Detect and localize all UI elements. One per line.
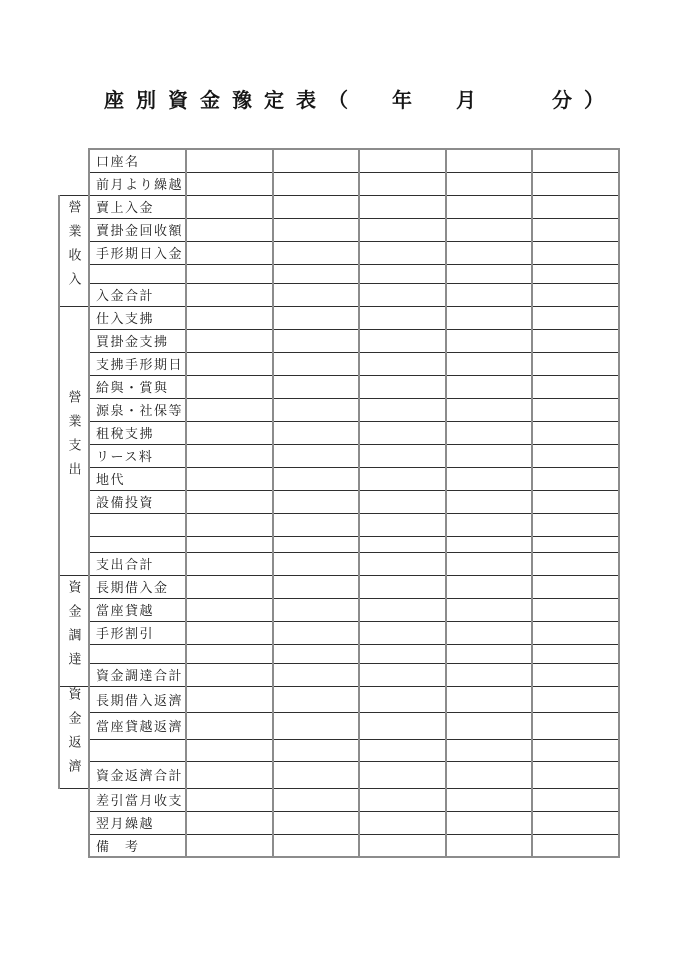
data-cell — [359, 444, 446, 467]
data-cell — [273, 788, 359, 811]
data-cell — [532, 195, 619, 218]
data-cell — [446, 811, 532, 834]
row-label-cell — [89, 513, 186, 536]
data-cell — [446, 686, 532, 713]
cash-schedule-table — [58, 148, 620, 858]
table-row — [59, 375, 619, 398]
data-cell — [359, 598, 446, 621]
data-cell — [359, 195, 446, 218]
data-cell — [273, 663, 359, 686]
data-cell — [446, 398, 532, 421]
data-cell — [186, 398, 273, 421]
data-cell — [273, 398, 359, 421]
data-cell — [532, 421, 619, 444]
row-label-cell: 長期借入金 — [89, 575, 186, 598]
data-cell — [186, 761, 273, 788]
row-label-cell: 給與・賞與 — [89, 375, 186, 398]
data-cell — [446, 172, 532, 195]
table-row — [59, 195, 619, 218]
page-title: 座別資金豫定表（ 年 月 分） — [104, 90, 616, 112]
data-cell — [186, 788, 273, 811]
row-label-cell: 當座貸越 — [89, 598, 186, 621]
row-label-cell: 差引當月收支 — [89, 788, 186, 811]
data-cell — [273, 329, 359, 352]
table-row — [59, 739, 619, 761]
data-cell — [359, 283, 446, 306]
data-cell — [532, 739, 619, 761]
data-cell — [273, 575, 359, 598]
data-cell — [186, 834, 273, 857]
table-row — [59, 149, 619, 172]
row-label-cell: 源泉・社保等 — [89, 398, 186, 421]
data-cell — [186, 218, 273, 241]
data-cell — [446, 241, 532, 264]
data-cell — [273, 513, 359, 536]
row-label-cell — [89, 644, 186, 663]
data-cell — [446, 644, 532, 663]
data-cell — [446, 421, 532, 444]
table-row — [59, 264, 619, 283]
data-cell — [273, 352, 359, 375]
data-cell — [273, 195, 359, 218]
data-cell — [446, 264, 532, 283]
row-label-cell — [89, 739, 186, 761]
table-row — [59, 621, 619, 644]
table-row — [59, 241, 619, 264]
data-cell — [186, 513, 273, 536]
data-cell — [273, 552, 359, 575]
data-cell — [186, 329, 273, 352]
group-label-cell — [59, 686, 89, 788]
data-cell — [446, 739, 532, 761]
data-cell — [359, 375, 446, 398]
data-cell — [186, 713, 273, 740]
data-cell — [446, 513, 532, 536]
data-cell — [532, 398, 619, 421]
data-cell — [532, 172, 619, 195]
data-cell — [446, 329, 532, 352]
table-row — [59, 490, 619, 513]
table-row — [59, 834, 619, 857]
data-cell — [186, 195, 273, 218]
data-cell — [532, 536, 619, 552]
data-cell — [186, 536, 273, 552]
row-label-cell: 入金合計 — [89, 283, 186, 306]
data-cell — [186, 811, 273, 834]
table-row — [59, 536, 619, 552]
data-cell — [273, 598, 359, 621]
table-row — [59, 575, 619, 598]
data-cell — [446, 788, 532, 811]
table-row — [59, 713, 619, 740]
data-cell — [359, 467, 446, 490]
group-label-cell — [59, 306, 89, 575]
row-label-cell: 前月より繰越 — [89, 172, 186, 195]
data-cell — [186, 575, 273, 598]
row-label-cell: 買掛金支拂 — [89, 329, 186, 352]
table-body — [59, 149, 619, 857]
data-cell — [273, 811, 359, 834]
data-cell — [359, 536, 446, 552]
data-cell — [532, 306, 619, 329]
row-label-cell: 備 考 — [89, 834, 186, 857]
data-cell — [532, 834, 619, 857]
table-row — [59, 172, 619, 195]
data-cell — [359, 552, 446, 575]
row-label-cell — [89, 264, 186, 283]
data-cell — [532, 264, 619, 283]
data-cell — [532, 713, 619, 740]
data-cell — [359, 739, 446, 761]
data-cell — [532, 375, 619, 398]
table-row — [59, 761, 619, 788]
data-cell — [532, 621, 619, 644]
row-label-cell: 地代 — [89, 467, 186, 490]
data-cell — [273, 467, 359, 490]
data-cell — [359, 788, 446, 811]
data-cell — [446, 663, 532, 686]
data-cell — [532, 352, 619, 375]
table-row — [59, 663, 619, 686]
row-label-cell: リース料 — [89, 444, 186, 467]
data-cell — [273, 283, 359, 306]
group-label-cell — [59, 575, 89, 686]
spacer-cell — [59, 149, 89, 172]
row-label-cell: 口座名 — [89, 149, 186, 172]
row-label-cell: 支出合計 — [89, 552, 186, 575]
data-cell — [186, 352, 273, 375]
data-cell — [446, 598, 532, 621]
data-cell — [532, 811, 619, 834]
data-cell — [186, 598, 273, 621]
table-row — [59, 218, 619, 241]
data-cell — [273, 375, 359, 398]
data-cell — [532, 644, 619, 663]
data-cell — [446, 375, 532, 398]
group-label: 資金調達 — [66, 580, 82, 676]
data-cell — [273, 644, 359, 663]
data-cell — [186, 241, 273, 264]
data-cell — [532, 761, 619, 788]
data-cell — [359, 172, 446, 195]
row-label-cell: 手形割引 — [89, 621, 186, 644]
data-cell — [532, 149, 619, 172]
data-cell — [532, 444, 619, 467]
row-label-cell: 支拂手形期日 — [89, 352, 186, 375]
data-cell — [186, 306, 273, 329]
row-label-cell — [89, 536, 186, 552]
table-row — [59, 788, 619, 811]
data-cell — [186, 490, 273, 513]
row-label-cell: 當座貸越返濟 — [89, 713, 186, 740]
table-row — [59, 306, 619, 329]
table-row — [59, 421, 619, 444]
data-cell — [532, 552, 619, 575]
data-cell — [359, 811, 446, 834]
table-row — [59, 598, 619, 621]
data-cell — [359, 513, 446, 536]
row-label-cell: 賣上入金 — [89, 195, 186, 218]
data-cell — [359, 218, 446, 241]
row-label-cell: 資金返濟合計 — [89, 761, 186, 788]
data-cell — [273, 149, 359, 172]
group-label-cell — [59, 195, 89, 306]
data-cell — [532, 513, 619, 536]
data-cell — [532, 686, 619, 713]
data-cell — [186, 375, 273, 398]
data-cell — [359, 241, 446, 264]
data-cell — [359, 644, 446, 663]
group-label: 營業支出 — [66, 390, 82, 486]
data-cell — [359, 264, 446, 283]
data-cell — [186, 421, 273, 444]
row-label-cell: 長期借入返濟 — [89, 686, 186, 713]
data-cell — [446, 575, 532, 598]
data-cell — [273, 761, 359, 788]
data-cell — [359, 329, 446, 352]
data-cell — [273, 834, 359, 857]
table-row — [59, 686, 619, 713]
data-cell — [532, 241, 619, 264]
data-cell — [273, 218, 359, 241]
data-cell — [532, 598, 619, 621]
data-cell — [532, 283, 619, 306]
table-row — [59, 552, 619, 575]
data-cell — [446, 195, 532, 218]
table-row — [59, 444, 619, 467]
row-label-cell: 租稅支拂 — [89, 421, 186, 444]
data-cell — [446, 218, 532, 241]
row-label-cell: 設備投資 — [89, 490, 186, 513]
data-cell — [359, 575, 446, 598]
spacer-cell — [59, 811, 89, 834]
data-cell — [273, 713, 359, 740]
data-cell — [273, 264, 359, 283]
data-cell — [446, 536, 532, 552]
data-cell — [273, 739, 359, 761]
data-cell — [446, 306, 532, 329]
group-label: 資金返濟 — [66, 686, 82, 783]
data-cell — [273, 686, 359, 713]
data-cell — [359, 834, 446, 857]
data-cell — [273, 490, 359, 513]
spacer-cell — [59, 788, 89, 811]
group-label: 營業收入 — [66, 200, 82, 296]
data-cell — [446, 713, 532, 740]
table-row — [59, 467, 619, 490]
data-cell — [186, 283, 273, 306]
data-cell — [186, 467, 273, 490]
data-cell — [446, 490, 532, 513]
row-label-cell: 仕入支拂 — [89, 306, 186, 329]
data-cell — [532, 467, 619, 490]
data-cell — [273, 306, 359, 329]
data-cell — [273, 421, 359, 444]
data-cell — [446, 761, 532, 788]
data-cell — [359, 490, 446, 513]
row-label-cell: 翌月繰越 — [89, 811, 186, 834]
data-cell — [532, 663, 619, 686]
spacer-cell — [59, 172, 89, 195]
data-cell — [446, 621, 532, 644]
row-label-cell: 資金調達合計 — [89, 663, 186, 686]
data-cell — [359, 761, 446, 788]
data-cell — [446, 444, 532, 467]
table-row — [59, 811, 619, 834]
data-cell — [186, 739, 273, 761]
data-cell — [273, 172, 359, 195]
table-row — [59, 329, 619, 352]
data-cell — [273, 621, 359, 644]
data-cell — [359, 306, 446, 329]
data-cell — [186, 686, 273, 713]
row-label-cell: 賣掛金回收額 — [89, 218, 186, 241]
data-cell — [186, 149, 273, 172]
data-cell — [359, 621, 446, 644]
spacer-cell — [59, 834, 89, 857]
data-cell — [186, 663, 273, 686]
data-cell — [532, 788, 619, 811]
data-cell — [532, 218, 619, 241]
data-cell — [273, 241, 359, 264]
data-cell — [186, 172, 273, 195]
data-cell — [359, 663, 446, 686]
data-cell — [359, 398, 446, 421]
table-row — [59, 644, 619, 663]
data-cell — [446, 283, 532, 306]
data-cell — [273, 536, 359, 552]
data-cell — [273, 444, 359, 467]
data-cell — [532, 490, 619, 513]
data-cell — [446, 552, 532, 575]
data-cell — [359, 149, 446, 172]
table-row — [59, 513, 619, 536]
data-cell — [532, 329, 619, 352]
table-row — [59, 398, 619, 421]
row-label-cell: 手形期日入金 — [89, 241, 186, 264]
data-cell — [532, 575, 619, 598]
data-cell — [186, 621, 273, 644]
data-cell — [359, 686, 446, 713]
data-cell — [446, 834, 532, 857]
table-row — [59, 352, 619, 375]
data-cell — [186, 264, 273, 283]
data-cell — [186, 444, 273, 467]
data-cell — [186, 644, 273, 663]
data-cell — [359, 352, 446, 375]
data-cell — [359, 713, 446, 740]
data-cell — [359, 421, 446, 444]
data-cell — [446, 467, 532, 490]
data-cell — [446, 149, 532, 172]
data-cell — [446, 352, 532, 375]
data-cell — [186, 552, 273, 575]
table-row — [59, 283, 619, 306]
